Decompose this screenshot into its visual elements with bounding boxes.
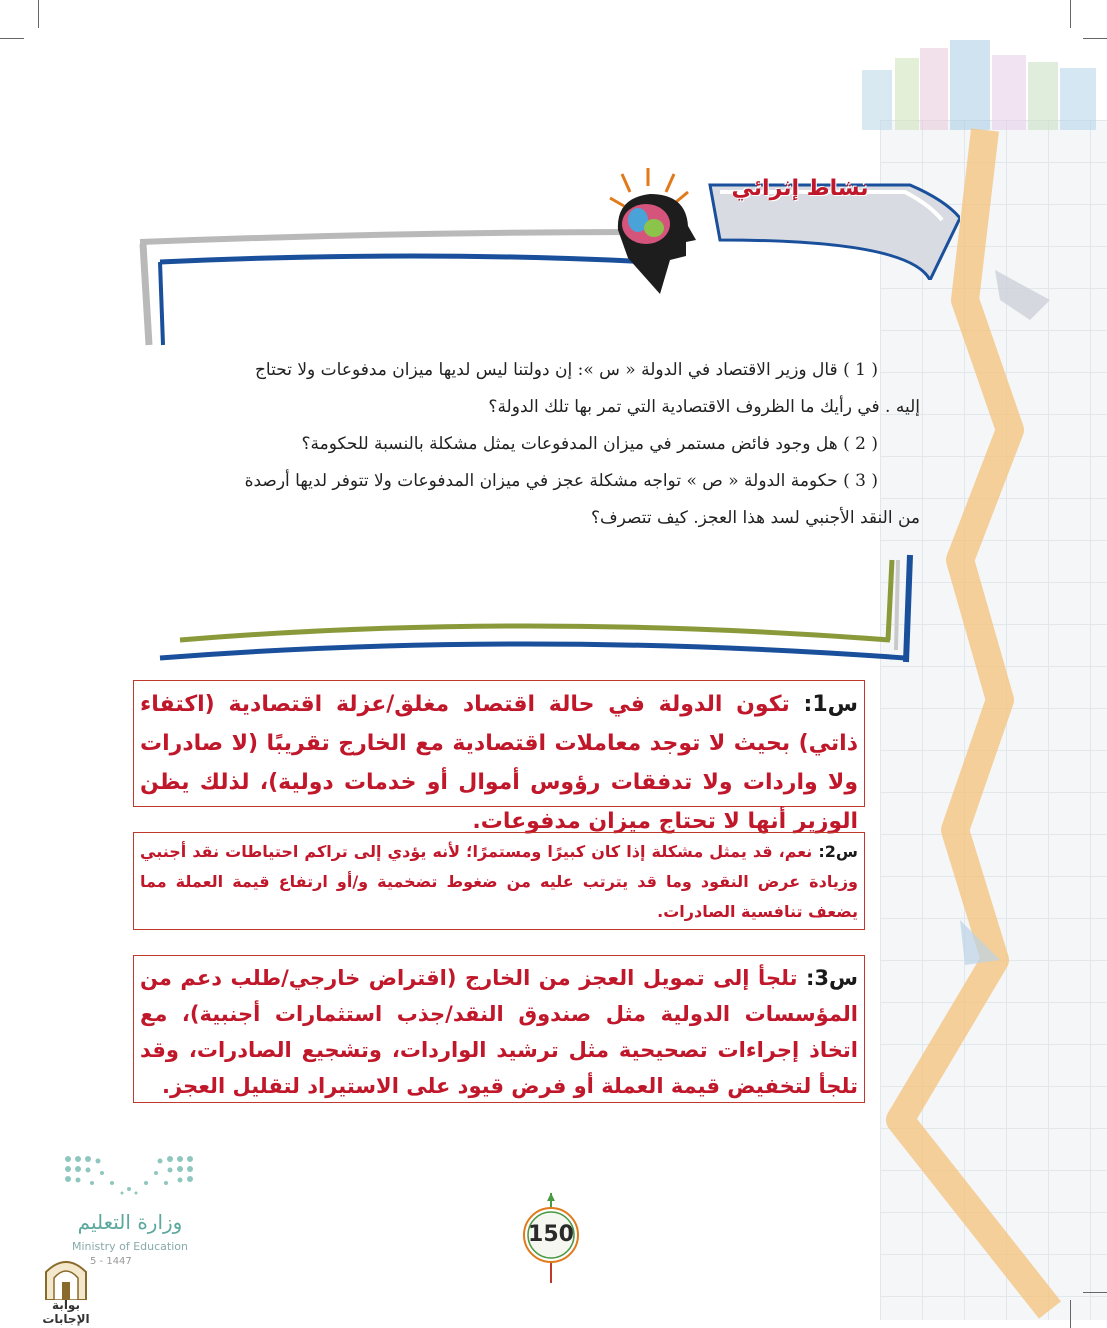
gateway-label: بوابة الإجابات bbox=[42, 1298, 90, 1326]
frame-top-grey bbox=[140, 232, 640, 242]
frame-bottom-green bbox=[180, 626, 890, 640]
crop-mark bbox=[0, 38, 24, 39]
ministry-dots-logo bbox=[62, 1153, 197, 1199]
ministry-name-arabic: وزارة التعليم bbox=[77, 1210, 183, 1234]
frame-top-blue bbox=[160, 256, 650, 262]
crop-mark bbox=[1083, 1292, 1107, 1293]
gateway-logo-icon bbox=[40, 1256, 92, 1300]
banner-title: نشاط إثرائي bbox=[731, 176, 869, 201]
answer-3-text: تلجأ إلى تمويل العجز من الخارج (اقتراض خارجي/طلب دعم من المؤسسات الدولية مثل صندوق النقد/جذب استثمارات أجنبية)، مع اتخاذ إجراءات تصحيحية مثل ترشيد الواردات، وتشجيع الصادرات، وقد تلجأ لتخفيض قيمة العملة أو فرض قيود على الاستيراد لتقليل العجز. bbox=[140, 966, 858, 1098]
answer-2-text: نعم، قد يمثل مشكلة إذا كان كبيرًا ومستمرًا؛ لأنه يؤدي إلى تراكم احتياطات نقد أجنبي وزيادة عرض النقود وما قد يترتب عليه من ضغوط تضخمية و/أو ارتفاع قيمة العملة مما يضعف تنافسية الصادرات. bbox=[140, 842, 858, 921]
ministry-year: 5 - 1447 bbox=[90, 1256, 132, 1267]
answer-1-text: تكون الدولة في حالة اقتصاد مغلق/عزلة اقتصادية (اكتفاء ذاتي) بحيث لا توجد معاملات اقتصادية مع الخارج تقريبًا (لا صادرات ولا واردات ولا تدفقات رؤوس أموال أو خدمات دولية)، لذلك يظن الوزير أنها لا تحتاج ميزان مدفوعات. bbox=[140, 692, 858, 834]
crop-mark bbox=[1083, 38, 1107, 39]
question-3-line-1: ( 3 ) حكومة الدولة « ص » تواجه مشكلة عجز في ميزان المدفوعات ولا تتوفر لديها أرصدة bbox=[244, 471, 878, 491]
answer-3-label: س3: bbox=[805, 966, 858, 990]
crop-mark bbox=[1070, 1300, 1071, 1328]
question-1-line-2: إليه . في رأيك ما الظروف الاقتصادية التي تمر بها تلك الدولة؟ bbox=[488, 397, 920, 417]
grid-background-panel bbox=[880, 120, 1107, 1320]
enrichment-questions bbox=[185, 352, 920, 537]
answer-box-2 bbox=[133, 832, 865, 930]
frame-bottom-blue bbox=[160, 644, 905, 658]
crop-mark bbox=[38, 0, 39, 28]
page-number: 150 bbox=[528, 1222, 574, 1247]
question-2: ( 2 ) هل وجود فائض مستمر في ميزان المدفوعات يمثل مشكلة بالنسبة للحكومة؟ bbox=[301, 434, 878, 454]
question-1-line-1: ( 1 ) قال وزير الاقتصاد في الدولة « س »: إن دولتنا ليس لديها ميزان مدفوعات ولا تحتاج bbox=[254, 360, 878, 380]
crop-mark bbox=[1070, 0, 1071, 28]
answer-2-label: س2: bbox=[818, 842, 858, 861]
ministry-name-english: Ministry of Education bbox=[71, 1240, 188, 1253]
skyline-illustration bbox=[862, 40, 1096, 130]
answer-box-3 bbox=[133, 955, 865, 1103]
head-brain-icon bbox=[608, 168, 698, 294]
answer-box-1 bbox=[133, 680, 865, 834]
answer-1-label: س1: bbox=[803, 692, 858, 717]
question-3-line-2: من النقد الأجنبي لسد هذا العجز. كيف تتصرف؟ bbox=[591, 508, 920, 528]
